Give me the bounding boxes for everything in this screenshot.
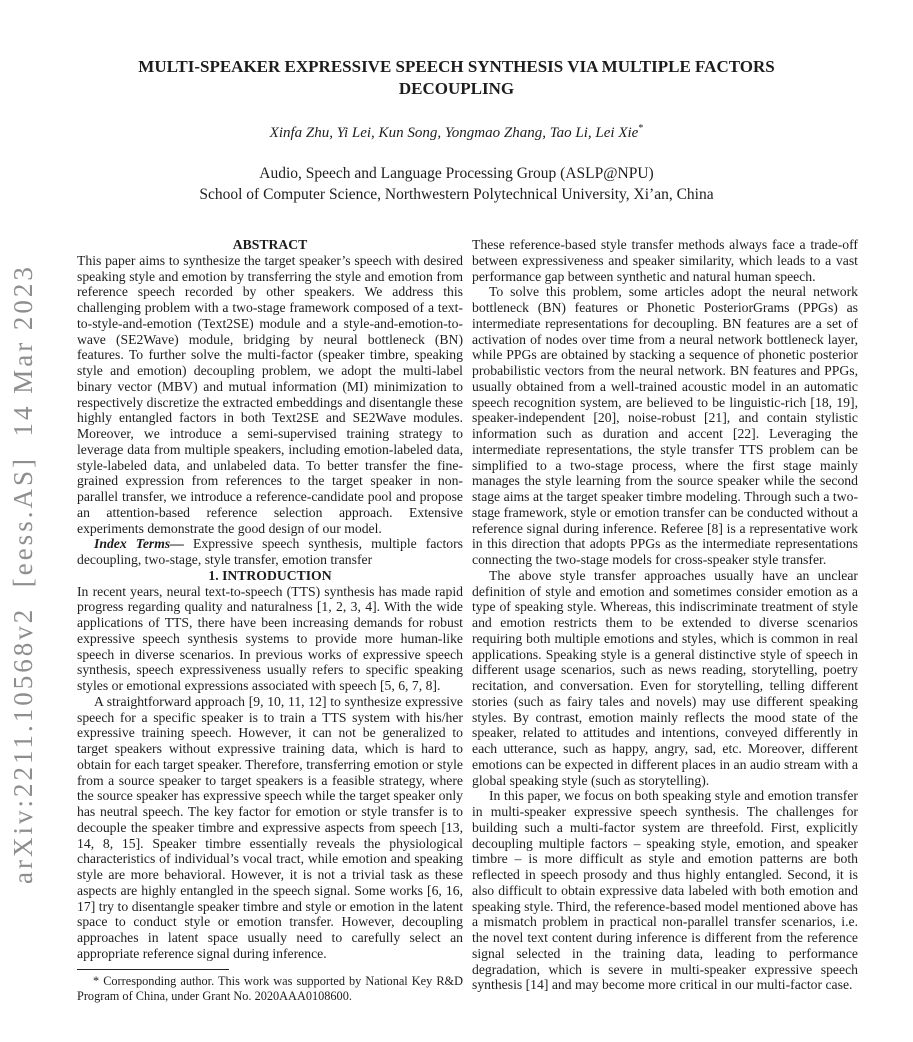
affiliation-university: School of Computer Science, Northwestern Polytechnical University, Xi’an, China <box>199 185 714 203</box>
author-line <box>0 120 913 142</box>
intro-paragraph-2-continuation: These reference-based style transfer methods always face a trade-off between expressiveness and speaker similarity, which leads to a vast performance gap between synthetic and natural human speech. <box>472 237 858 284</box>
arxiv-sidebar-stamp: arXiv:2211.10568v2 [eess.AS] 14 Mar 2023 <box>8 264 38 884</box>
index-terms <box>77 536 463 568</box>
index-terms-list: Expressive speech synthesis, multiple factors decoupling, two-stage, style transfer, emotion transfer <box>77 536 463 567</box>
abstract-text: This paper aims to synthesize the target speaker’s speech with desired speaking style and emotion by transferring the style and emotion from reference speech recorded by other speakers. We address this challenging problem with a two-stage framework composed of a text-to-style-and-emotion (Text2SE) module and a style-and-emotion-to-wave (SE2Wave) module, bridging by neural bottleneck (BN) features. To further solve the multi-factor (speaker timbre, speaking style and emotion) decoupling problem, we adopt the multi-label binary vector (MBV) and mutual information (MI) minimization to respectively discretize the extracted embeddings and disentangle these highly entangled factors in both Text2SE and SE2Wave modules. Moreover, we introduce a semi-supervised training strategy to leverage data from multiple speakers, including emotion-labeled data, style-labeled data, and unlabeled data. To better transfer the fine-grained expression from references to the target speaker in non-parallel transfer, we introduce a reference-candidate pool and propose an attention-based reference selection approach. Extensive experiments demonstrate the good design of our model. <box>77 252 463 536</box>
intro-paragraph-2: A straightforward approach [9, 10, 11, 12] to synthesize expressive speech for a specific speaker is to train a TTS system with his/her expressive training speech. However, it can not be generalized to target speakers without expressive training data, which is hard to obtain for each target speaker. Therefore, transferring emotion or style from a source speaker to target speakers is a feasible strategy, where the source speaker has expressive speech while the target speaker only has neutral speech. The key factor for emotion or style transfer is to decouple the speaker timbre and expressive aspects from speech [13, 14, 8, 15]. Speaker timbre essentially reveals the physiological characteristics of individual’s vocal tract, while emotion and speaking style are more behavioral. However, it is not a trivial task as these aspects are highly entangled in the speech signal. Some works [6, 16, 17] try to disentangle speaker timbre and style or emotion in the latent space to conduct style or emotion transfer. However, decoupling approaches in latent space usually need to carefully select an appropriate reference signal during inference. <box>77 693 463 961</box>
section-1-heading: 1. INTRODUCTION <box>208 567 332 583</box>
intro-paragraph-3: To solve this problem, some articles adopt the neural network bottleneck (BN) features or Phonetic PosteriorGrams (PPGs) as intermediate representations for decoupling. BN features are a set of activation of nodes over time from a neural network bottleneck layer, while PPGs are obtained by stacking a sequence of phonetic posterior probabilistic vectors from the neural network. BN features and PPGs, usually obtained from a well-trained acoustic model in an automatic speech recognition system, are believed to be linguistic-rich [18, 19], speaker-independent [20], noise-robust [21], and contain stylistic information such as duration and accent [22]. Leveraging the intermediate representations, the style transfer TTS problem can be simplified to a two-stage process, where the first stage mainly manages the style learning from the source speaker while the second stage aims at the target speaker timbre modeling. Through such a two-stage framework, style or emotion transfer can be conducted without a reference signal during inference. Referee [8] is a representative work in this direction that adopts PPGs as the intermediate representations connecting the two-stage models for cross-speaker style transfer. <box>472 284 858 567</box>
paper-title: MULTI-SPEAKER EXPRESSIVE SPEECH SYNTHESIS VIA MULTIPLE FACTORS DECOUPLING <box>138 57 775 98</box>
intro-paragraph-5: In this paper, we focus on both speaking style and emotion transfer in multi-speaker expressive speech synthesis. The challenges for building such a multi-factor system are threefold. First, explicitly decoupling multiple factors – speaking style, emotion, and speaker timbre – is more difficult as style and emotion patterns are both reflected in speech prosody and thus highly entangled. Second, it is also difficult to obtain expressive data labeled with both emotion and speaking style. Third, the reference-based model mentioned above has a mismatch problem in practical non-parallel transfer scenarios, i.e. the novel text content during inference is different from the reference signal selected in the training data, leading to performance degradation, which is severe in multi-speaker expressive speech synthesis [14] and may become more critical in our multi-factor case. <box>472 788 858 993</box>
footnote-rule <box>77 969 229 970</box>
footnote-text: * Corresponding author. This work was supported by National Key R&D Program of China, under Grant No. 2020AAA0108600. <box>77 974 463 1003</box>
corresponding-author-mark: * <box>638 123 644 134</box>
author-names: Xinfa Zhu, Yi Lei, Kun Song, Yongmao Zhang, Tao Li, Lei Xie <box>269 125 639 141</box>
right-column <box>472 237 858 1009</box>
abstract-heading: ABSTRACT <box>232 237 308 252</box>
index-terms-label: Index Terms— <box>94 536 184 552</box>
intro-paragraph-1: In recent years, neural text-to-speech (TTS) synthesis has made rapid progress regarding quality and naturalness [1, 2, 3, 4]. With the wide applications of TTS, there have been increasing demands for robust expressive speech synthesis systems to provide more human-like speech in diverse scenarios. In previous works of expressive speech synthesis, speech expressiveness usually refers to specific speaking styles or emotional expressions associated with speech [5, 6, 7, 8]. <box>77 583 463 693</box>
affiliation-group: Audio, Speech and Language Processing Group (ASLP@NPU) <box>259 165 654 182</box>
affiliation-block <box>0 164 913 205</box>
paper-header <box>0 56 913 205</box>
left-column <box>77 237 463 969</box>
intro-paragraph-4: The above style transfer approaches usually have an unclear definition of style and emotion and sometimes consider emotion as a type of speaking style. Whereas, this indiscriminate treatment of style and emotion restricts them to be extended to diverse scenarios requiring both multiple emotions and styles, which is common in real applications. Speaking style is a general distinctive style of speech in different usage scenarios, such as news reading, storytelling, poetry recitation, and conversation. Even for storytelling, telling different stories (such as fairy tales and novels) may use different speaking styles. By contrast, emotion mainly reflects the mood state of the speaker, related to attitudes and intentions, conveyed differently in each utterance, such as happy, angry, sad, etc. Moreover, different emotions can be expected in different places in an audio stream with a global speaking style (such as storytelling). <box>472 567 858 788</box>
footnote-block <box>77 969 463 1003</box>
